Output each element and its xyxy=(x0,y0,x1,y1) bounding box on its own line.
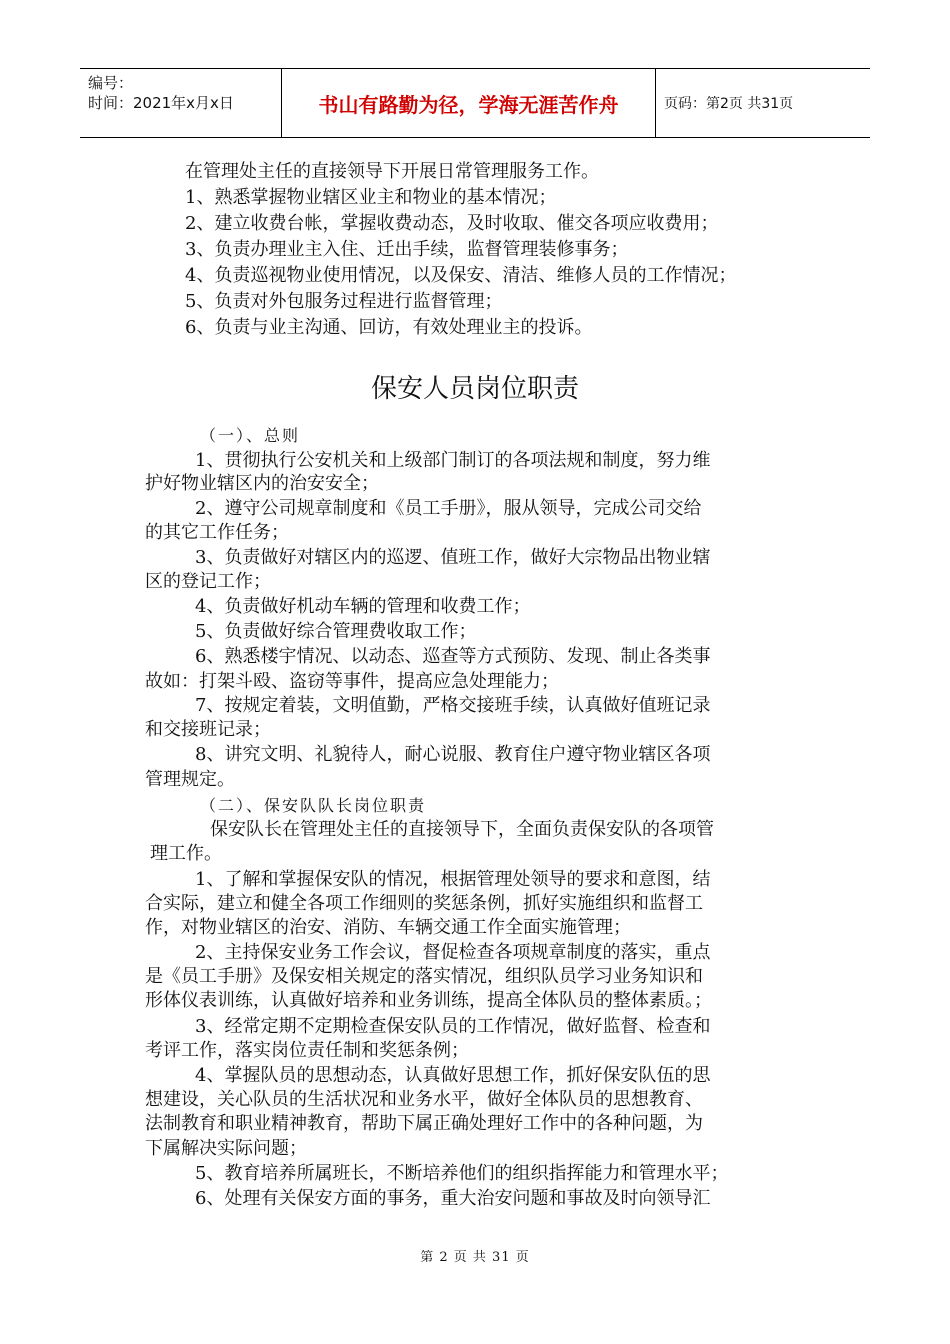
body-line: 合实际，建立和健全各项工作细则的奖惩条例，抓好实施组织和监督工 xyxy=(145,893,703,914)
body-line: 想建设，关心队员的生活状况和业务水平，做好全体队员的思想教育、 xyxy=(145,1089,703,1110)
body-line: 护好物业辖区内的治安安全； xyxy=(145,473,379,494)
body-line: 下属解决实际问题； xyxy=(145,1138,307,1159)
body-line: 1、贯彻执行公安机关和上级部门制订的各项法规和制度，努力维 xyxy=(195,450,711,471)
intro-line: 4、负责巡视物业使用情况，以及保安、清洁、维修人员的工作情况； xyxy=(185,265,737,286)
body-line: 3、经常定期不定期检查保安队员的工作情况，做好监督、检查和 xyxy=(195,1016,711,1037)
header-page-number: 页码：第2页 共31页 xyxy=(664,96,794,112)
body-line: 8、讲究文明、礼貌待人，耐心说服、教育住户遵守物业辖区各项 xyxy=(195,744,711,765)
intro-line: 6、负责与业主沟通、回访，有效处理业主的投诉。 xyxy=(185,317,593,338)
body-line: 2、主持保安业务工作会议，督促检查各项规章制度的落实，重点 xyxy=(195,942,711,963)
body-line: 2、遵守公司规章制度和《员工手册》，服从领导，完成公司交给 xyxy=(195,498,702,519)
body-line: 4、负责做好机动车辆的管理和收费工作； xyxy=(195,596,531,617)
body-line: 是《员工手册》及保安相关规定的落实情况，组织队员学习业务知识和 xyxy=(145,966,703,987)
page-header xyxy=(80,68,870,138)
body-line: 故如：打架斗殴、盗窃等事件，提高应急处理能力； xyxy=(145,671,559,692)
intro-line: 3、负责办理业主入住、迁出手续，监督管理装修事务； xyxy=(185,239,629,260)
body-line: 1、了解和掌握保安队的情况，根据管理处领导的要求和意图，结 xyxy=(195,869,711,890)
intro-line: 在管理处主任的直接领导下开展日常管理服务工作。 xyxy=(185,161,599,182)
body-line: 保安队长在管理处主任的直接领导下，全面负责保安队的各项管 xyxy=(210,819,714,840)
page-footer: 第 2 页 共 31 页 xyxy=(420,1250,530,1265)
body-line: 管理规定。 xyxy=(145,769,235,790)
subsection-heading: （一）、总则 xyxy=(200,426,301,445)
body-line: 5、负责做好综合管理费收取工作； xyxy=(195,621,477,642)
body-line: 和交接班记录； xyxy=(145,719,271,740)
body-line: 4、掌握队员的思想动态，认真做好思想工作，抓好保安队伍的思 xyxy=(195,1065,711,1086)
section-title: 保安人员岗位职责 xyxy=(370,374,579,404)
code-label: 编号： xyxy=(88,74,134,92)
body-line: 6、熟悉楼宇情况、以动态、巡查等方式预防、发现、制止各类事 xyxy=(195,646,711,667)
intro-line: 1、熟悉掌握物业辖区业主和物业的基本情况； xyxy=(185,187,557,208)
body-line: 考评工作，落实岗位责任制和奖惩条例； xyxy=(145,1040,469,1061)
date-label: 时间：2021年x月x日 xyxy=(88,94,234,112)
body-line: 6、处理有关保安方面的事务，重大治安问题和事故及时向领导汇 xyxy=(195,1188,711,1209)
intro-line: 2、建立收费台帐，掌握收费动态，及时收取、催交各项应收费用； xyxy=(185,213,719,234)
header-meta xyxy=(80,69,282,137)
body-line: 7、按规定着装，文明值勤，严格交接班手续，认真做好值班记录 xyxy=(195,695,711,716)
body-line: 的其它工作任务； xyxy=(145,522,289,543)
body-line: 作，对物业辖区的治安、消防、车辆交通工作全面实施管理； xyxy=(145,917,631,938)
intro-line: 5、负责对外包服务过程进行监督管理； xyxy=(185,291,503,312)
body-line: 区的登记工作； xyxy=(145,571,271,592)
body-line: 3、负责做好对辖区内的巡逻、值班工作，做好大宗物品出物业辖 xyxy=(195,547,711,568)
body-line: 法制教育和职业精神教育，帮助下属正确处理好工作中的各种问题，为 xyxy=(145,1113,703,1134)
body-line: 理工作。 xyxy=(150,843,222,864)
header-motto: 书山有路勤为径，学海无涯苦作舟 xyxy=(282,69,656,137)
body-line: 形体仪表训练，认真做好培养和业务训练，提高全体队员的整体素质。； xyxy=(145,990,712,1011)
subsection-heading: （二）、保安队队长岗位职责 xyxy=(200,796,427,815)
body-line: 5、教育培养所属班长，不断培养他们的组织指挥能力和管理水平； xyxy=(195,1163,729,1184)
